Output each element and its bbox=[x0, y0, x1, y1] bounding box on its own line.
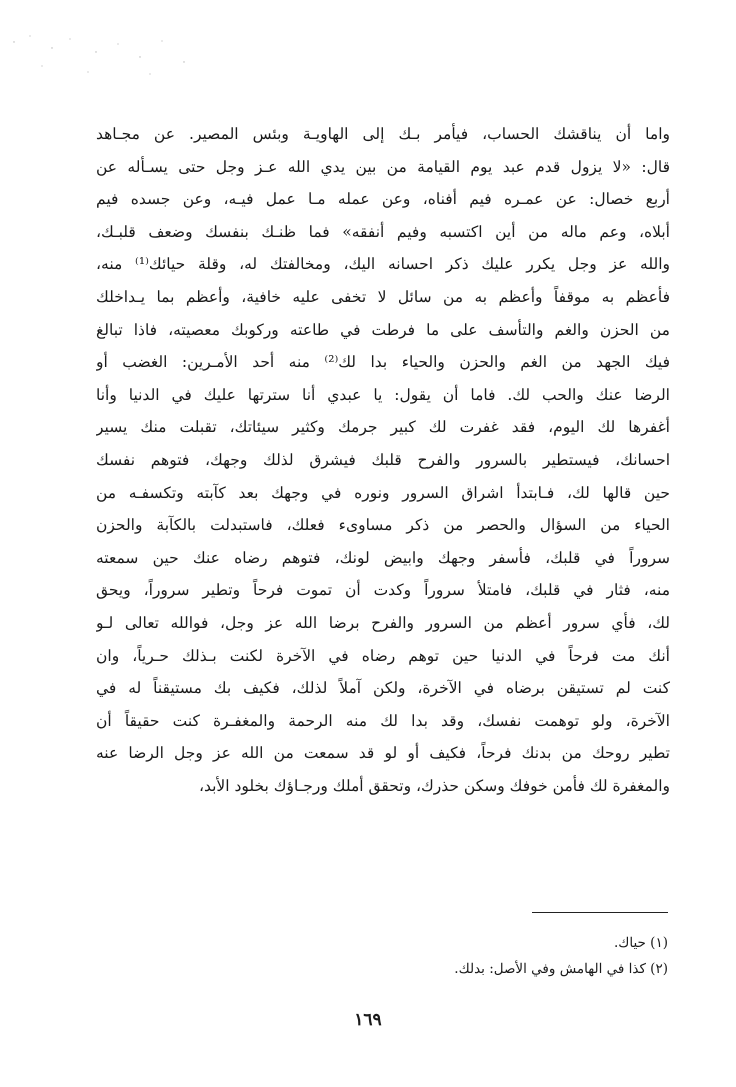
text-line: والمغفرة لك فأمن خوفك وسكن حذرك، وتحقق أملك ورجـاؤك بخلود الأبد، bbox=[198, 776, 670, 795]
footnote-1: (١) حياك. bbox=[613, 935, 668, 951]
text-line: فيك الجهد من الغم والحزن والحياء بدا لك⁽²⁾ منه أحد الأمـرين: الغضب أو bbox=[96, 353, 670, 372]
text-line: واما أن يناقشك الحساب، فيأمر بـك إلى الهاويـة وبئس المصير. عن مجـاهد bbox=[96, 125, 670, 143]
footnote-2: (٢) كذا في الهامش وفي الأصل: بدلك. bbox=[454, 961, 668, 977]
scan-noise-dots bbox=[0, 30, 200, 80]
footnote-divider bbox=[532, 912, 668, 913]
text-line: منه، فثار في قلبك، فامتلأ سروراً وكدت أن تموت فرحاً وتطير سروراً، ويحق bbox=[96, 581, 670, 600]
text-line: قال: «لا يزول قدم عبد يوم القيامة من بين يدي الله عـز وجل حتى يسـأله عن bbox=[96, 157, 670, 176]
text-line: احسانك، فيستطير بالسرور والفرح قلبك فيشرق لذلك وجهك، فتوهم نفسك bbox=[96, 450, 670, 469]
text-line: أربع خصال: عن عمـره فيم أفناه، وعن عمله مـا عمل فيـه، وعن جسده فيم bbox=[96, 190, 670, 209]
page-number: ١٦٩ bbox=[354, 1010, 382, 1030]
text-line: حين قالها لك، فـابتدأ اشراق السرور ونوره في وجهك بعد كآبته وتكسفـه من bbox=[96, 483, 670, 502]
footnotes bbox=[200, 930, 668, 982]
text-line: والله عز وجل يكرر عليك ذكر احسانه اليك، ومخالفتك له، وقلة حيائك⁽¹⁾ منه، bbox=[96, 255, 670, 274]
text-line: تطير روحك من بدنك فرحاً، فكيف أو لو قد سمعت من الله عز وجل الرضا عنه bbox=[96, 744, 670, 763]
text-line: الحياء من السؤال والحصر من ذكر مساوىء فعلك، فاستبدلت بالكآبة والحزن bbox=[96, 516, 670, 535]
text-line: الرضا عنك والحب لك. فاما أن يقول: يا عبدي أنا سترتها عليك في الدنيا وأنا bbox=[96, 385, 670, 404]
main-text bbox=[96, 118, 670, 802]
text-line: من الحزن والغم والتأسف على ما فرطت في طاعته وركوبك معصيته، فاذا تبالغ bbox=[96, 320, 670, 339]
text-line: لك، فأي سرور أعظم من السرور والفرح برضا الله عز وجل، فوالله تعالى لـو bbox=[96, 613, 670, 632]
text-line: كنت لم تستيقن برضاه في الآخرة، ولكن آملاً لذلك، فكيف بك مستيقناً له في bbox=[96, 679, 670, 698]
text-line: سروراً في قلبك، فأسفر وجهك وابيض لونك، فتوهم رضاه عنك حين سمعته bbox=[96, 548, 670, 567]
text-line: أغفرها لك اليوم، فقد غفرت لك كبير جرمك وكثير سيئاتك، تقبلت منك يسير bbox=[96, 418, 670, 437]
text-line: فأعظم به موقفاً وأعظم به من سائل لا تخفى عليه خافية، وأعظم بما يـداخلك bbox=[96, 287, 670, 306]
text-line: أبلاه، وعم ماله من أين اكتسبه وفيم أنفقه» فما ظنـك بنفسك وضعف قلبـك، bbox=[96, 222, 670, 241]
text-line: أنك مت فرحاً في الدنيا حين توهم رضاه في الآخرة لكنت بـذلك حـرياً، وان bbox=[96, 646, 670, 665]
text-line: الآخرة، ولو توهمت نفسك، وقد بدا لك منه الرحمة والمغفـرة كنت حقيقاً أن bbox=[96, 711, 670, 730]
